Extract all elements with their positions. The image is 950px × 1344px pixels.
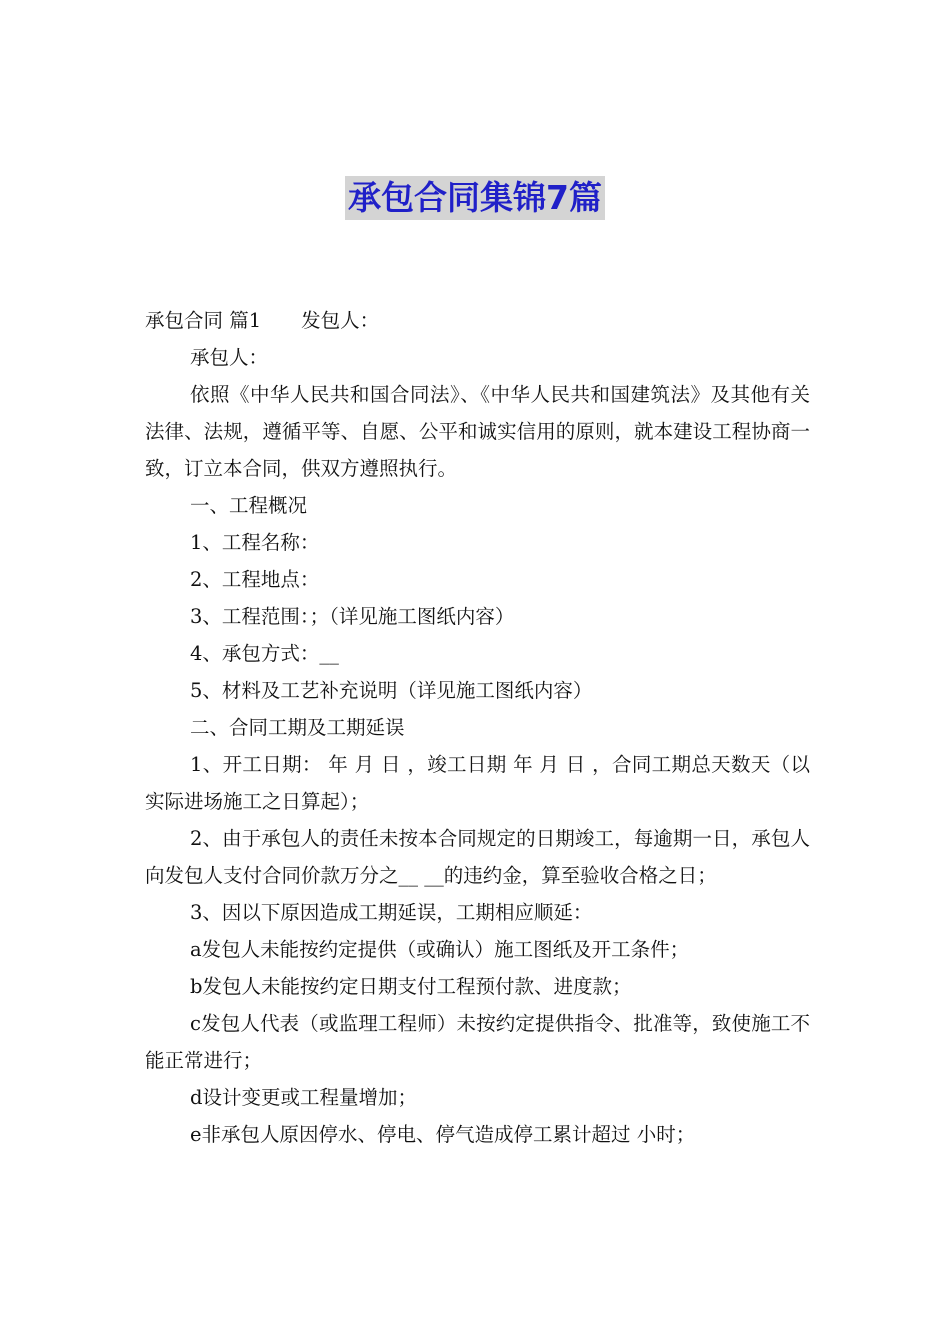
list-item: e非承包人原因停水、停电、停气造成停工累计超过 小时； — [190, 1123, 696, 1146]
document-body — [145, 302, 810, 1153]
paragraph-heading-line — [145, 302, 810, 339]
list-item: d设计变更或工程量增加； — [190, 1086, 417, 1109]
list-item: b发包人未能按约定日期支付工程预付款、进度款； — [190, 975, 632, 998]
list-item: 4、承包方式：__ — [190, 642, 339, 665]
list-item: 1、工程名称： — [190, 531, 320, 554]
list-item: c发包人代表（或监理工程师）未按约定提供指令、批准等，致使施工不能正常进行； — [145, 1012, 810, 1072]
contractor-label: 承包人： — [190, 346, 269, 369]
employer-label: 发包人： — [301, 309, 380, 332]
preamble-paragraph: 依照《中华人民共和国合同法》、《中华人民共和国建筑法》及其他有关法律、法规，遵循平等、自愿、公平和诚实信用的原则，就本建设工程协商一致，订立本合同，供双方遵照执行。 — [145, 383, 810, 480]
section-heading: 一、工程概况 — [190, 494, 308, 517]
list-item: 2、由于承包人的责任未按本合同规定的日期竣工，每逾期一日，承包人向发包人支付合同价款万分之__ __的违约金，算至验收合格之日； — [145, 827, 810, 887]
title-container — [0, 176, 950, 220]
list-item: 2、工程地点： — [190, 568, 320, 591]
section-heading: 二、合同工期及工期延误 — [190, 716, 405, 739]
document-title: 承包合同集锦7篇 — [345, 176, 605, 220]
list-item: 1、开工日期： 年 月 日 ，竣工日期 年 月 日 ，合同工期总天数天（以实际进场施工之日算起）； — [145, 753, 810, 813]
list-item: 3、因以下原因造成工期延误，工期相应顺延： — [190, 901, 593, 924]
list-item: a发包人未能按约定提供（或确认）施工图纸及开工条件； — [190, 938, 690, 961]
list-item: 5、材料及工艺补充说明（详见施工图纸内容） — [190, 679, 593, 702]
section-label: 承包合同 篇1 — [145, 309, 262, 332]
list-item: 3、工程范围：；（详见施工图纸内容） — [190, 605, 515, 628]
